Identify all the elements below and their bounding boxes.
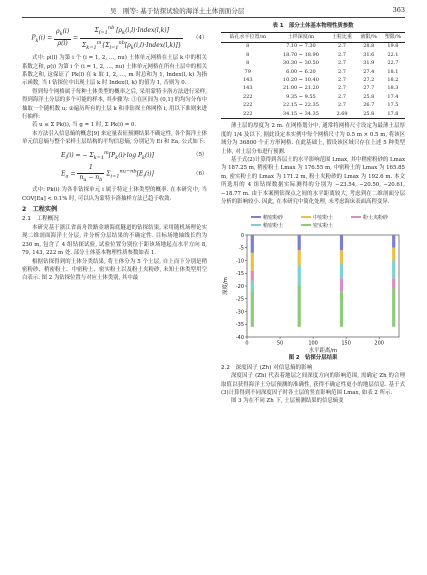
x-tick-label: 100 (308, 340, 318, 347)
table-cell: 8 (246, 51, 250, 58)
table-cell: 34.15 ~ 34.35 (274, 110, 327, 119)
paragraph: 式中: Pk(i) 为各非钻探单元 i 属于特定土体类型的概率. 在本研究中, 当 COV[Ea] < 0.1% 时, 可以认为蒙特卡洛抽样方法已趋于收敛. (22, 187, 207, 202)
table-cell: 26.7 (363, 102, 375, 109)
y-tick-label: 0 (240, 233, 244, 240)
equation-4: $P_k(i)$ = $\frac{\rho_k(i)}{\rho(i)}$ = $\frac{\Sigma_{l=1}^{nb} [\rho_k(i,l)\cdot Index(l,k)]}{\Sigma_{k=1}^m\{\Sigma_{l=1}^{nb}[\rho_k(i,l)\cdot Index(l,k)]\}}$ （4） (31, 25, 208, 51)
table-cell: 2.7 (338, 102, 346, 109)
x-tick-label: 200 (374, 340, 384, 347)
y-tick-label: -5 (239, 245, 244, 252)
table-cell: 30.30 ~ 30.50 (282, 60, 319, 67)
figure-caption: 图 2 钻探分层结果 (288, 355, 338, 362)
page-number: 363 (392, 6, 405, 14)
borehole-layer (392, 235, 395, 248)
borehole-layer (298, 235, 301, 250)
table-cell: 22.1 (387, 51, 399, 58)
table-cell: 2.69 (327, 110, 356, 119)
table-row (221, 76, 405, 84)
x-axis-label: 水平距离/m (308, 348, 338, 355)
table-cell: 2.7 (338, 93, 346, 100)
subsection-heading: 2.2 深度因子 (Zh) 对信息熵的影响 (221, 364, 313, 371)
table-cell: 8 (246, 60, 250, 67)
x-tick-label: 0 (245, 340, 249, 347)
right-column (221, 22, 405, 406)
borehole-layer (392, 261, 395, 279)
legend-label: 稍密粉土 (263, 223, 284, 230)
legend-label: 稍密粉砂 (263, 215, 284, 222)
legend-label: 中密粉土 (313, 215, 334, 222)
table-cell: 19.8 (387, 43, 399, 50)
table-cell: 222 (242, 93, 253, 100)
legend-label: 密实粉土 (313, 223, 334, 230)
table-cell: 28.8 (363, 43, 375, 50)
borehole-layer (251, 253, 254, 271)
borehole-layer (251, 271, 254, 281)
table-cell: 27.2 (363, 76, 375, 83)
table-cell: 17.5 (387, 102, 399, 109)
paragraph: 薄土层的厚度为 2 m. 在网格划分中, 通常将网格尺寸设定为最薄土层厚度的 1/4 及以下, 据此设定本实例中每个网格尺寸为 0.5 m × 0.5 m, 将该区域分为 36800 个正方形网格. 在此基础上, 假设该区域只存在上述 5 种类型土体, 对土层分布进行预测. (221, 123, 405, 155)
table-cell: 2.7 (338, 43, 346, 50)
y-tick-label: -10 (235, 258, 244, 265)
y-axis-label: 深度/m (223, 277, 229, 296)
subsection-heading: 2.1 工程概况 (22, 216, 59, 223)
y-tick-label: -35 (235, 322, 244, 329)
table-cell: 18.70 ~ 18.90 (282, 51, 319, 58)
equation-number: （5） (193, 152, 208, 159)
paragraph: 本研究基于浙江省南舟铁路金塘海底隧道的钻探结果, 采用随机场理论实现二维剖面海洋土分层, 并分析分层结果的不确定性. 目标场地轴线长约为 230 m, 包含了 4 组钻探试验, 试验位置分别位于距该场地起点水平方向 8, 79, 143, 222 m 处. 部分土体基本物理性质参数如表 1. (22, 224, 207, 257)
borehole-figure (221, 209, 405, 354)
table-row (221, 93, 405, 101)
table-cell: 17.4 (387, 93, 399, 100)
table-cell: 2.7 (338, 51, 346, 58)
table-header-cell: 塑限/% (381, 33, 405, 42)
equation-5: $E_i(i)$ = − $\Sigma_{k=1}^m[P_k(i)\cdot\log$ $P_k(i)$] （5） (60, 149, 208, 161)
table-cell: 25.8 (363, 93, 375, 100)
table-row (221, 85, 405, 93)
table-row (221, 102, 405, 110)
borehole-layer (340, 251, 343, 264)
y-tick-label: -15 (235, 271, 244, 278)
table-cell: 222 (242, 102, 253, 109)
borehole-layer (251, 291, 254, 327)
table-cell: 143 (242, 85, 253, 92)
paragraph: 深度因子 (Zh) 代表着地层之间深度方向的影响范围, 需确定 Zh 的合理取值以获得海洋土分层预测的准确性, 获得不确定性更小的地层信息. 基于式(3)计算得到不同深度因子时各土层的竖直影响范围 Lmax, 如表 2 所示. (221, 373, 405, 396)
table-cell: 18.1 (387, 68, 399, 75)
table-cell: 6.00 ~ 6.20 (286, 68, 316, 75)
header-rule (22, 17, 405, 18)
table-cell: 31.6 (363, 51, 375, 58)
borehole-layer (340, 263, 343, 278)
y-tick-label: -30 (235, 309, 244, 316)
table-body (221, 42, 405, 119)
plot-frame (247, 235, 399, 337)
paragraph: 得到每个网格属于每种土体类型的概率之后, 采用蒙特卡洛方法进行采样, 得到海洋土分层的多个可能的样本, 其步骤为: ①在区间为 (0,1] 的均匀分布中抽取一个随机数 u; ②遍历所有的土层 k 和非钻探土体网格 i, 用以下准则来进行抽样: (22, 88, 207, 121)
legend-label: 粉土夹粉砂 (363, 215, 389, 222)
table-row (221, 68, 405, 76)
table-cell: 8 (246, 43, 250, 50)
borehole-chart (221, 209, 405, 354)
table-row (221, 51, 405, 59)
paragraph: 根据钻探得到的土体分类结果, 将土体分为 5 个土层, 自上而下分别是稍密粉砂、稍密粉土、中密粉土、密实粉土以及粉土夹粉砂, 未知土体类型用空白表示. 图 2 为钻探位置与对应土体类别, 其中最 (22, 258, 207, 282)
borehole-layer (298, 266, 301, 286)
section-heading: 2 工程实例 (22, 206, 58, 214)
table-cell: 18.2 (387, 76, 399, 83)
table-cell: 18.3 (387, 85, 399, 92)
borehole-layer (392, 279, 395, 289)
table-row (221, 110, 405, 119)
paragraph: 基于式(2)计算得到各层土的水平影响范围 Lmax, 其中稍密粉砂的 Lmax 为 187.25 m, 稍密粉土 Lmax 为 176.55 m, 中密粉土的 Lmax 为 165.85 m, 密实粉土的 Lmax 为 171.2 m, 粉土夹粉砂的 Lmax 为 192.6 m. 本文所选用的 4 组钻探数据实际测得的分别为 −23.54, −20.50, −20.61, −18.77 m. 由于本案例钻探点之间的水平距离较大, 考虑到在二维剖面分层分析的影响较小. 因此, 在本研究中简化处理, 未考虑海床表面高程变异. (221, 156, 405, 205)
table-header-cell: 土粒比重 (327, 33, 356, 42)
paragraph: 式中: ρi(l) 为第 i 个 (i = 1, 2, …, nu) 土体单元网格在土层 k 中的相关系数之和, ρ(i) 为第 i 个 (i = 1, 2, …, nu) 土体单元网格在所有土层中的相关系数之和, 这保证了 Pk(l) 在 k 取 1, 2, …, m 时总和为 1, Index(l, k) 为指示函数, 当 l 钻探位中出现土层 k 时 Index(l, k) 的值为 1, 否则为 0. (22, 55, 207, 87)
y-tick-label: -40 (235, 335, 244, 342)
table-header-row (221, 33, 405, 42)
equation-6: $E_a$ = $\frac{1}{n_u - n_b}$ $\Sigma_{i=1}^{nu-nb}[E_i(i)]$ （6） (61, 164, 208, 183)
paragraph: 若 u ≤ Σ Pk(i), 当 g = 1 时, Σ Pk(i) = 0. (32, 122, 137, 129)
left-column (22, 22, 207, 283)
borehole-layer (251, 281, 254, 291)
y-tick-label: -20 (235, 284, 244, 291)
x-tick-label: 50 (276, 340, 284, 347)
borehole-layer (392, 289, 395, 327)
table-cell: 21.00 ~ 21.20 (282, 85, 319, 92)
soil-property-table (221, 32, 405, 119)
equation-number: （6） (193, 171, 208, 178)
table-cell: 25.8 (357, 110, 381, 119)
table-row (221, 60, 405, 68)
y-tick-label: -25 (235, 296, 244, 303)
table-cell: 2.7 (338, 76, 346, 83)
table-cell: 2.7 (338, 60, 346, 67)
table-cell: 9.35 ~ 9.55 (286, 93, 316, 100)
paragraph: 本方法引入信息熵的概念[9] 来定量表征预测结果不确定性, 各个海洋土体单元信息熵与整个采样土层结构的平均信息熵, 分别记为 Ei 和 Ea, 公式如下: (22, 130, 207, 146)
table-cell: 79 (244, 68, 251, 75)
borehole-layer (340, 235, 343, 250)
borehole-layer (298, 251, 301, 266)
paragraph: 图 3 为在不同 Zh 下, 土层预测结果的信息熵变 (231, 398, 344, 405)
borehole-layer (340, 279, 343, 292)
table-cell: 2.7 (338, 85, 346, 92)
table-header-cell: 液限/% (357, 33, 381, 42)
borehole-layer (298, 286, 301, 327)
table-cell: 27.7 (363, 85, 375, 92)
table-header-cell: 钻孔水平位置/m (221, 33, 274, 42)
table-cell: 222 (221, 110, 274, 119)
table-cell: 31.9 (363, 60, 375, 67)
borehole-layer (392, 248, 395, 261)
table-header-cell: 土样深度/m (274, 33, 327, 42)
x-tick-label: 150 (341, 340, 351, 347)
table-cell: 22.15 ~ 22.35 (282, 102, 319, 109)
table-cell: 27.4 (363, 68, 375, 75)
table-caption: 表 1 部分土体基本物理性质参数 (272, 23, 354, 29)
table-cell: 22.7 (387, 60, 399, 67)
table-cell: 143 (242, 76, 253, 83)
borehole-layer (251, 235, 254, 253)
borehole-layer (340, 291, 343, 327)
table-row (221, 42, 405, 51)
table-cell: 7.10 ~ 7.30 (286, 43, 316, 50)
table-cell: 17.8 (381, 110, 405, 119)
equation-number: （4） (193, 34, 208, 41)
table-cell: 10.20 ~ 10.40 (282, 76, 319, 83)
table-cell: 2.7 (338, 68, 346, 75)
running-title: 吴 刚等: 基于钻探试验的海洋土土体剖面分层 (110, 7, 245, 15)
